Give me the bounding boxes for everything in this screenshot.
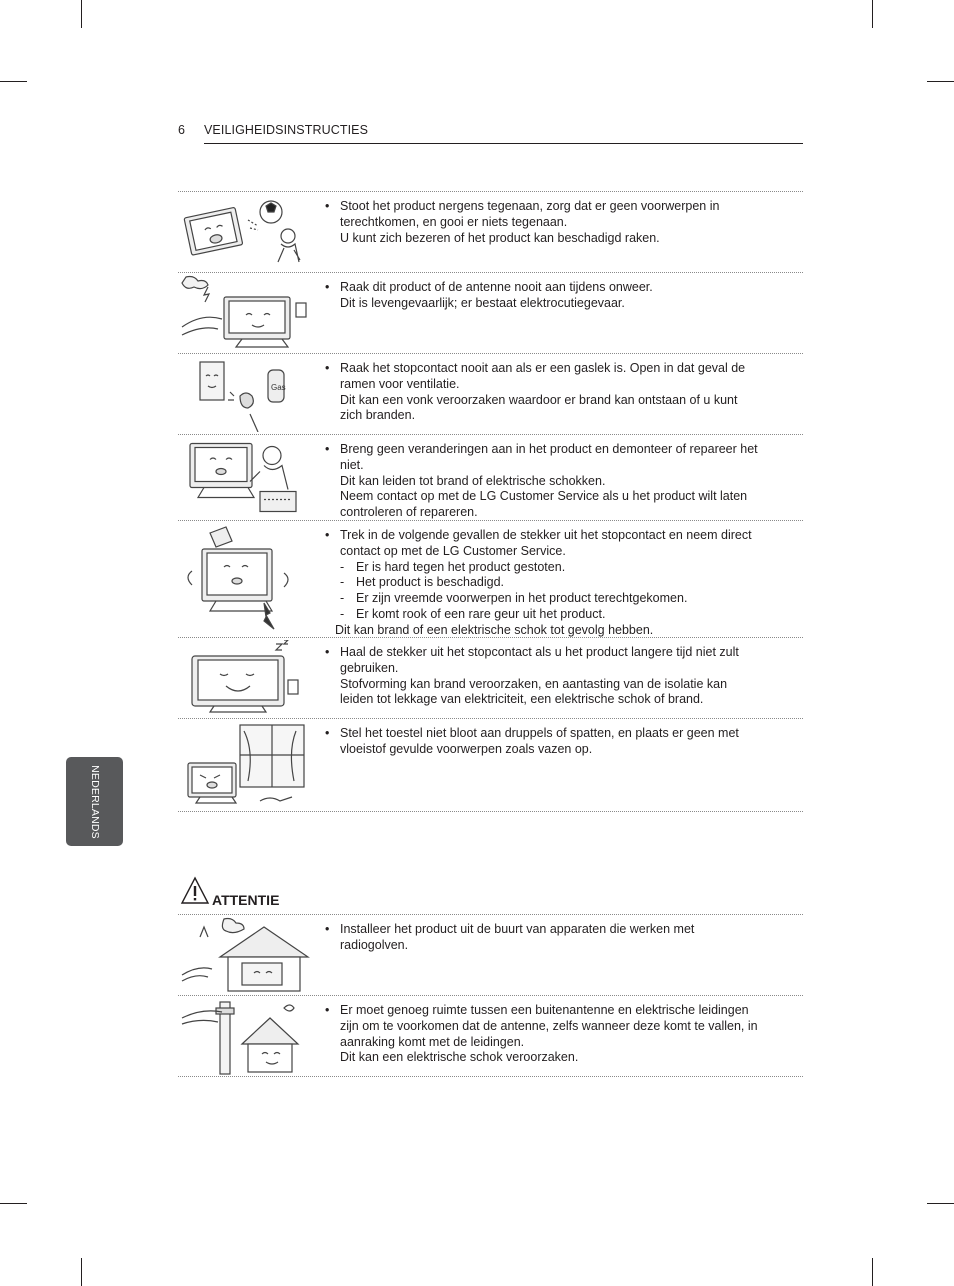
text-line: Er moet genoeg ruimte tussen een buitenantenne en elektrische leidingen [340, 1003, 749, 1017]
text-line: contact op met de LG Customer Service. [340, 543, 566, 558]
house-antenna-illustration [180, 998, 310, 1075]
section-end-rule [178, 811, 803, 812]
language-tab [66, 757, 123, 846]
crop-mark [927, 81, 954, 82]
bullet-icon: • [325, 199, 330, 213]
bullet-icon: • [325, 645, 330, 659]
text-line: niet. [340, 457, 364, 472]
caution-row [178, 995, 803, 1077]
tv-impact-illustration [180, 194, 310, 270]
sub-item [320, 560, 793, 576]
tv-storm-illustration [180, 275, 310, 351]
bullet-icon: • [325, 922, 330, 936]
gas-leak-illustration [180, 356, 310, 432]
crop-mark [81, 0, 82, 28]
safety-row [178, 272, 803, 353]
tv-water-illustration [180, 721, 310, 810]
crop-mark [0, 1203, 27, 1204]
caution-row [178, 914, 803, 995]
bullet-item [320, 1003, 793, 1066]
section-end-rule [178, 1076, 803, 1077]
crop-mark [927, 1203, 954, 1204]
text-line: terechtkomen, en gooi er niets tegenaan. [340, 214, 568, 229]
row-text [320, 922, 793, 954]
sub-item [320, 575, 793, 591]
text-line: zijn om te voorkomen dat de antenne, zelfs wanneer deze komt te vallen, in [340, 1018, 758, 1033]
bullet-item [320, 199, 793, 246]
bullet-item [320, 361, 793, 424]
crop-mark [81, 1258, 82, 1286]
dash-icon: - [340, 606, 345, 621]
row-text [320, 726, 793, 758]
text-line: leiden tot lekkage van elektriciteit, een elektrische schok of brand. [340, 692, 704, 707]
language-tab-label: NEDERLANDS [88, 764, 101, 839]
bullet-item [320, 645, 793, 708]
bullet-icon: • [325, 528, 330, 542]
text-line: Haal de stekker uit het stopcontact als u het product langere tijd niet zult [340, 645, 739, 659]
dash-icon: - [340, 591, 345, 606]
text-line: Raak dit product of de antenne nooit aan tijdens onweer. [340, 280, 653, 294]
text-line: Trek in de volgende gevallen de stekker uit het stopcontact en neem direct [340, 528, 752, 542]
text-line: Dit kan leiden tot brand of elektrische schokken. [340, 473, 606, 488]
gas-label: Gas [271, 383, 286, 392]
sub-item-text: Er is hard tegen het product gestoten. [356, 559, 566, 574]
text-line: Stofvorming kan brand veroorzaken, en aantasting van de isolatie kan [340, 676, 728, 691]
row-text [320, 1003, 793, 1066]
text-line: Stoot het product nergens tegenaan, zorg dat er geen voorwerpen in [340, 199, 720, 213]
safety-row [178, 520, 803, 637]
tv-sleeping-illustration [180, 640, 310, 716]
safety-row [178, 637, 803, 718]
dash-icon: - [340, 559, 345, 574]
text-line: Stel het toestel niet bloot aan druppels of spatten, en plaats er geen met [340, 726, 739, 740]
page-header [178, 123, 803, 145]
bullet-item [320, 442, 793, 521]
bullet-item [320, 726, 793, 758]
sub-item-text: Er komt rook of een rare geur uit het product. [356, 606, 606, 621]
bullet-icon: • [325, 442, 330, 456]
crop-mark [872, 0, 873, 28]
safety-row [178, 353, 803, 434]
text-line: Raak het stopcontact nooit aan als er een gaslek is. Open in dat geval de [340, 361, 746, 375]
text-line: Breng geen veranderingen aan in het product en demonteer of repareer het [340, 442, 758, 456]
bullet-icon: • [325, 1003, 330, 1017]
text-line: zich branden. [340, 408, 416, 423]
bullet-item [320, 922, 793, 954]
bullet-item [320, 280, 793, 312]
sub-item [320, 591, 793, 607]
row-text [320, 442, 793, 521]
text-line: Dit kan een elektrische schok veroorzaken. [340, 1050, 579, 1065]
sub-item [320, 607, 793, 623]
text-line: aanraking komt met de leidingen. [340, 1034, 525, 1049]
tv-repair-illustration [180, 437, 310, 518]
page-number: 6 [178, 123, 185, 137]
warning-icon [180, 876, 210, 906]
bullet-item [320, 528, 793, 560]
tv-unplug-illustration [180, 523, 310, 635]
safety-row [178, 434, 803, 520]
text-line: Dit is levengevaarlijk; er bestaat elektrocutiegevaar. [340, 295, 625, 310]
bullet-icon: • [325, 361, 330, 375]
crop-mark [0, 81, 27, 82]
row-text [320, 528, 793, 639]
safety-row [178, 191, 803, 272]
text-line: Neem contact op met de LG Customer Service als u het product wilt laten [340, 489, 748, 504]
row-note: Dit kan brand of een elektrische schok tot gevolg hebben. [335, 622, 654, 637]
text-line: radiogolven. [340, 937, 409, 952]
text-line: U kunt zich bezeren of het product kan beschadigd raken. [340, 230, 660, 245]
row-text [320, 645, 793, 708]
house-radio-illustration [180, 917, 310, 993]
bullet-icon: • [325, 280, 330, 294]
row-text [320, 280, 793, 312]
text-line: controleren of repareren. [340, 505, 478, 520]
section-title: VEILIGHEIDSINSTRUCTIES [204, 123, 369, 137]
bullet-icon: • [325, 726, 330, 740]
dash-icon: - [340, 575, 345, 590]
sub-item-text: Er zijn vreemde voorwerpen in het product terechtgekomen. [356, 591, 688, 606]
header-rule [204, 143, 803, 144]
row-text [320, 199, 793, 246]
attentie-title: ATTENTIE [212, 892, 280, 908]
safety-row [178, 718, 803, 812]
text-line: ramen voor ventilatie. [340, 376, 460, 391]
text-line: Installeer het product uit de buurt van apparaten die werken met [340, 922, 695, 936]
sub-item-text: Het product is beschadigd. [356, 575, 505, 590]
row-text [320, 361, 793, 424]
text-line: Dit kan een vonk veroorzaken waardoor er brand kan ontstaan of u kunt [340, 392, 738, 407]
crop-mark [872, 1258, 873, 1286]
text-line: vloeistof gevulde voorwerpen zoals vazen op. [340, 741, 593, 756]
text-line: gebruiken. [340, 660, 399, 675]
